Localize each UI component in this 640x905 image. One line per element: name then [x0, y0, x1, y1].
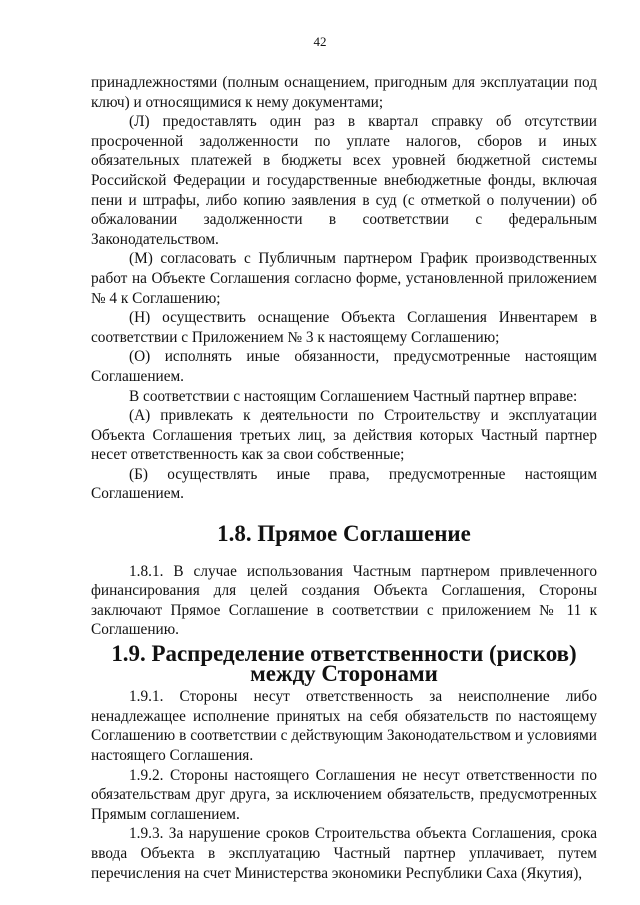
- page-number: 42: [313, 34, 327, 49]
- section-heading-1-8: 1.8. Прямое Соглашение: [217, 521, 471, 547]
- paragraph: В соответствии с настоящим Соглашением Частный партнер вправе:: [129, 387, 578, 405]
- page-content: [91, 73, 597, 883]
- paragraph: (О) исполнять иные обязанности, предусмотренные настоящим Соглашением.: [91, 348, 597, 385]
- paragraph: (М) согласовать с Публичным партнером График производственных работ на Объекте Соглашения согласно форме, установленной приложением № 4 к Соглашению;: [91, 250, 597, 307]
- paragraph: 1.9.1. Стороны несут ответственность за неисполнение либо ненадлежащее исполнение принятых на себя обязательств по настоящему Соглашению в соответствии с действующим Законодательством и условиями настоящего Соглашения.: [91, 688, 597, 764]
- section-heading-1-9: 1.9. Распределение ответственности (рисков) между Сторонами: [111, 641, 577, 686]
- paragraph: (Л) предоставлять один раз в квартал справку об отсутствии просроченной задолженности по уплате налогов, сборов и иных обязательных платежей в бюджеты всех уровней бюджетной системы Российской Федерации и государственные внебюджетные фонды, включая пени и штрафы, либо копию заявления в суд (с отметкой о получении) об обжаловании задолженности в соответствии с федеральным Законодательством.: [91, 113, 597, 248]
- paragraph: 1.9.3. За нарушение сроков Строительства объекта Соглашения, срока ввода Объекта в эксплуатацию Частный партнер уплачивает, путем перечисления на счет Министерства экономики Республики Саха (Якутия),: [91, 825, 597, 882]
- paragraph: (А) привлекать к деятельности по Строительству и эксплуатации Объекта Соглашения третьих лиц, за действия которых Частный партнер несет ответственность как за свои собственные;: [91, 407, 597, 464]
- paragraph: 1.8.1. В случае использования Частным партнером привлеченного финансирования для целей создания Объекта Соглашения, Стороны заключают Прямое Соглашение в соответствии с приложением № 11 к Соглашению.: [91, 562, 597, 639]
- paragraph: принадлежностями (полным оснащением, пригодным для эксплуатации под ключ) и относящимися к нему документами;: [91, 74, 597, 111]
- paragraph: 1.9.2. Стороны настоящего Соглашения не несут ответственности по обязательствам друг друга, за исключением обязательств, предусмотренных Прямым соглашением.: [91, 766, 597, 823]
- paragraph: (Б) осуществлять иные права, предусмотренные настоящим Соглашением.: [91, 465, 597, 503]
- paragraph: (Н) осуществить оснащение Объекта Соглашения Инвентарем в соответствии с Приложением № 3 к настоящему Соглашению;: [91, 309, 597, 346]
